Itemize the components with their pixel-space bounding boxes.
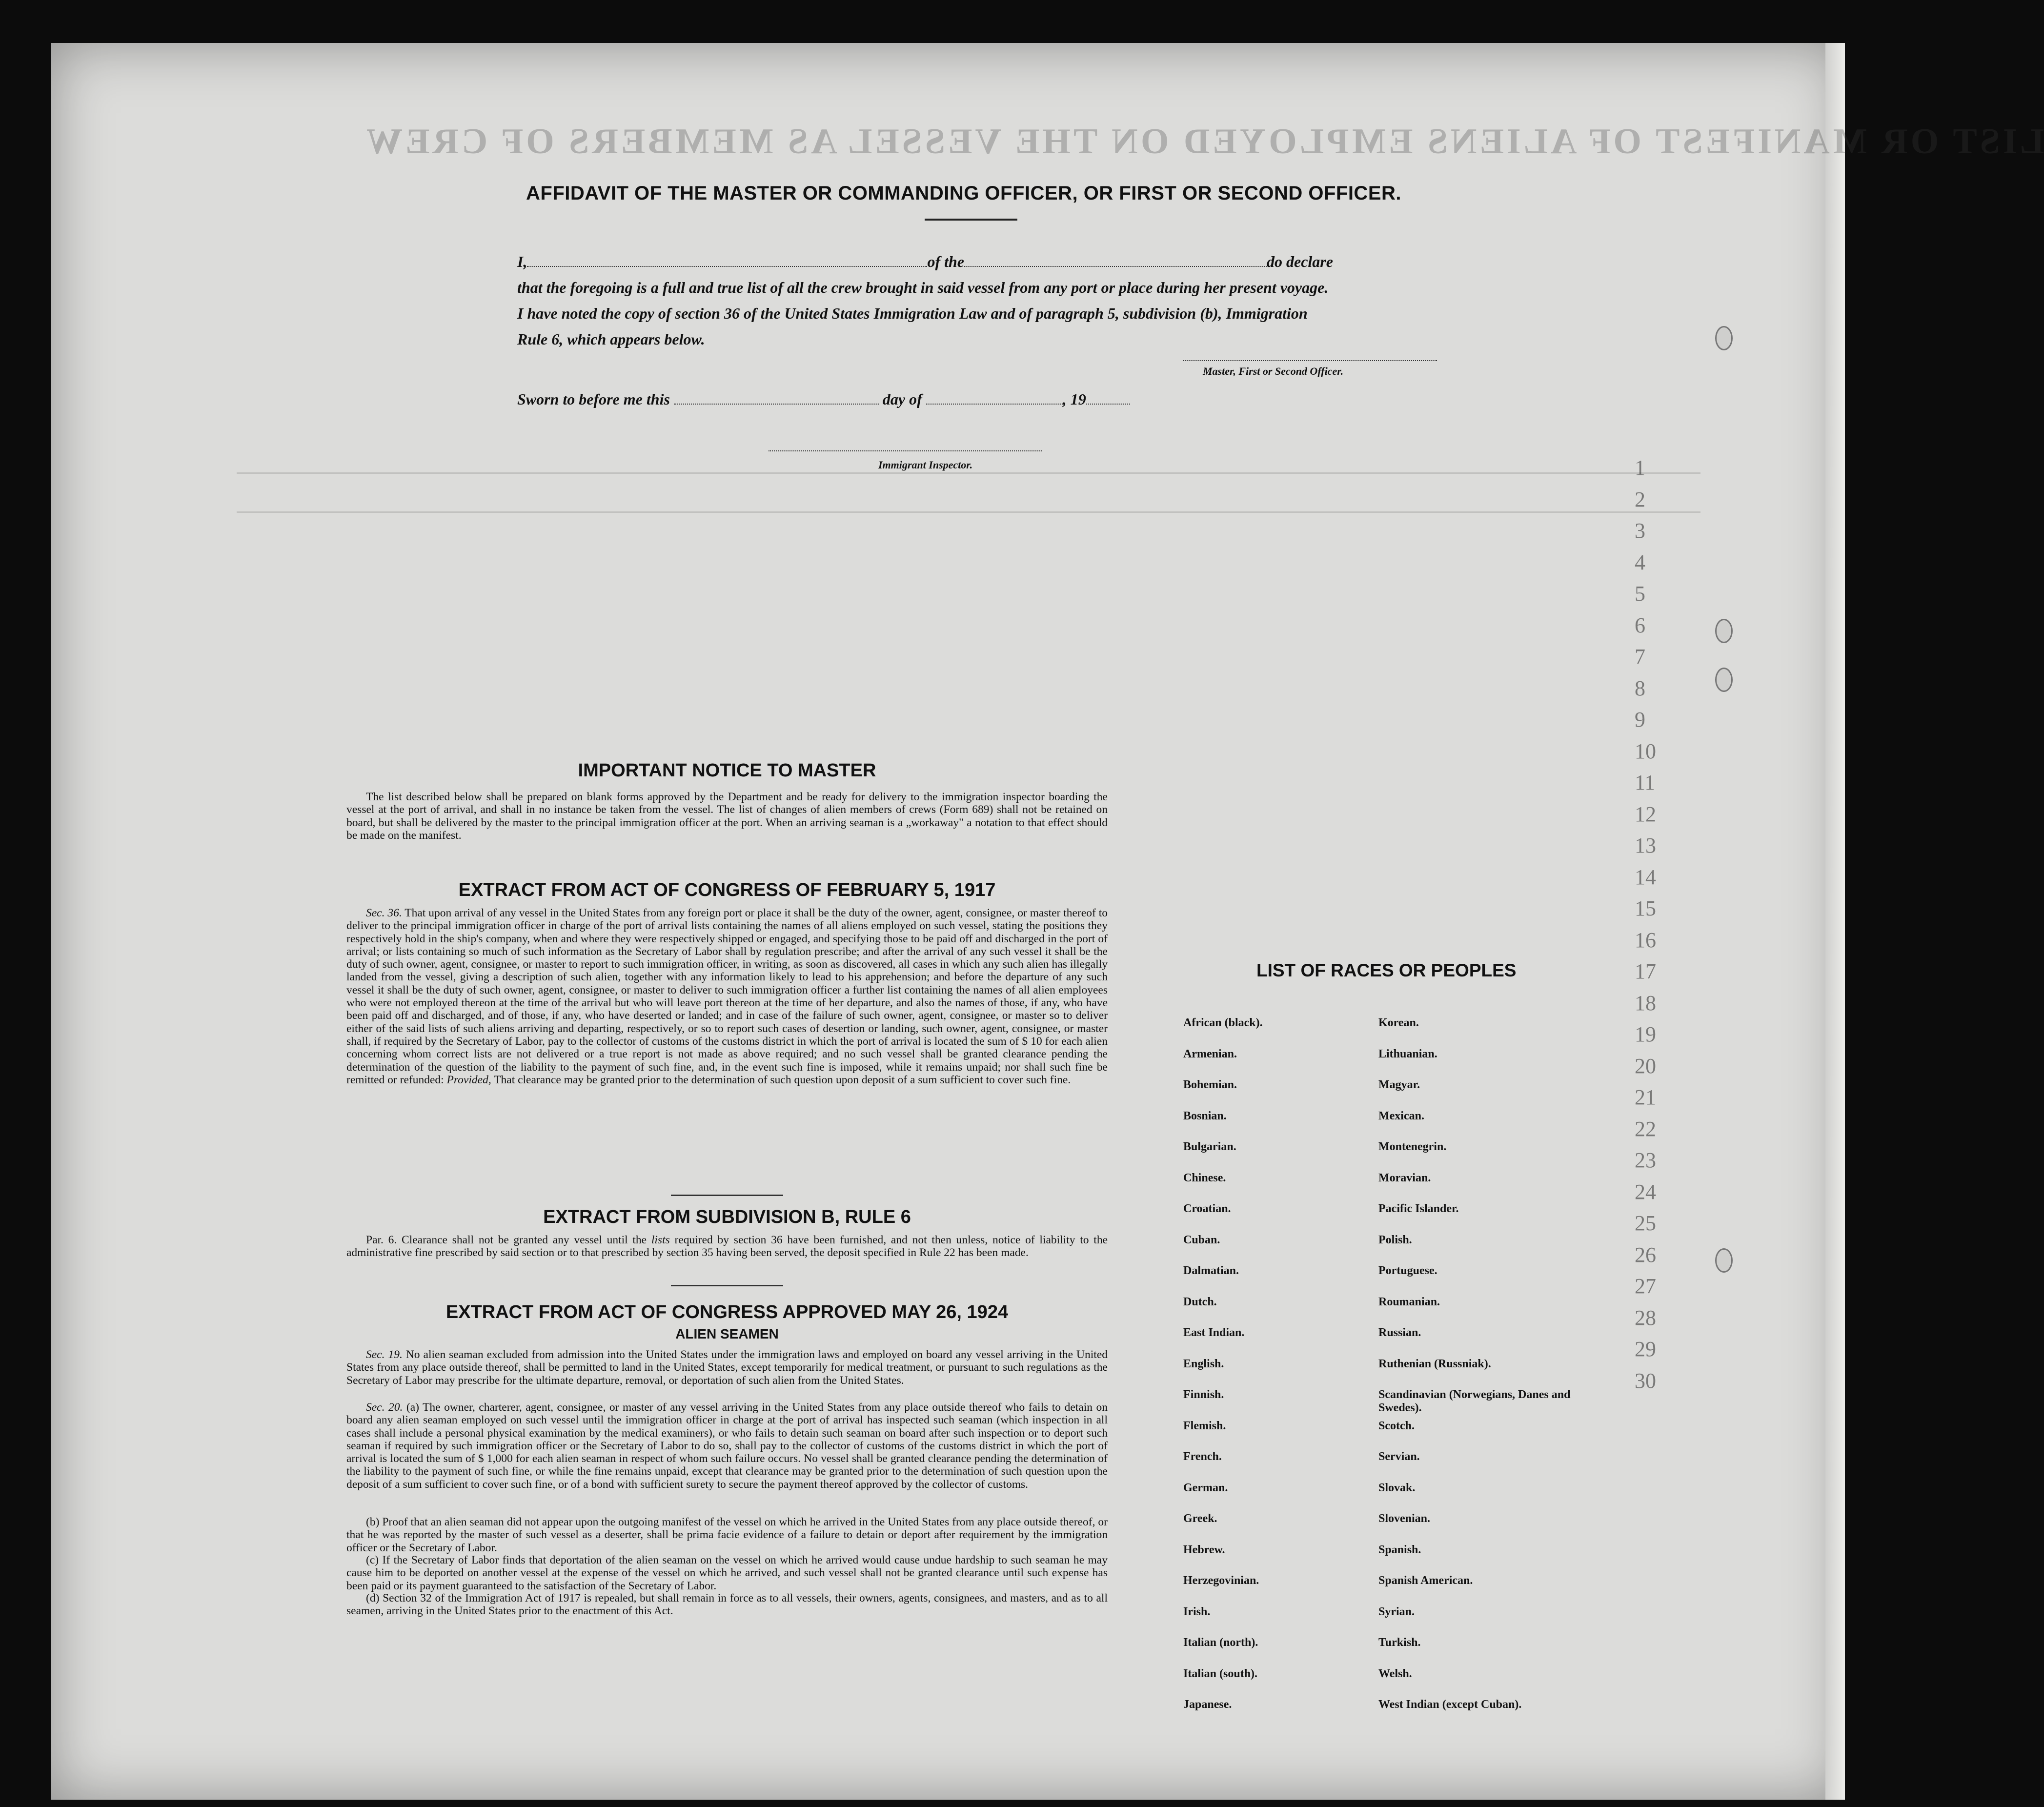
race-item: Chinese. — [1183, 1171, 1226, 1184]
race-item: Lithuanian. — [1378, 1047, 1437, 1060]
race-item: Bohemian. — [1183, 1078, 1237, 1091]
notice-text: The list described below shall be prepared on blank forms approved by the Department and be ready for delivery to the immigration inspector boarding the vessel at the port of arrival, and shall in no instance be taken from the vessel. The list of changes of alien members of crews (Form 689) shall not be retained on board, but shall be delivered by the master to the principal immigration officer at the port. When an arriving seaman is a „workaway" a notation to that effect should be made on the manifest. — [346, 791, 1108, 842]
race-item: Turkish. — [1378, 1636, 1421, 1649]
sec-20c-text: (c) If the Secretary of Labor finds that deportation of the alien seaman on the vessel on which he arrived would cause undue hardship to such seaman he may cause him to be deported on another vessel at the expense of the vessel on which he arrived, and such vessel shall not be granted clearance until such expense has been paid or its payment guaranteed to the satisfaction of the Secretary of Labor. — [346, 1554, 1108, 1592]
race-item: Dutch. — [1183, 1295, 1217, 1308]
line-number: 25 — [1635, 1211, 1656, 1235]
race-item: Dalmatian. — [1183, 1264, 1239, 1277]
line-number: 1 — [1635, 456, 1645, 480]
notice-title: IMPORTANT NOTICE TO MASTER — [578, 760, 876, 781]
race-item: Moravian. — [1378, 1171, 1431, 1184]
line-number: 21 — [1635, 1085, 1656, 1109]
race-item: Spanish American. — [1378, 1574, 1473, 1587]
extract-1924-title: EXTRACT FROM ACT OF CONGRESS APPROVED MAY 26, 1924 — [445, 1302, 1009, 1322]
extract-1917-title: EXTRACT FROM ACT OF CONGRESS OF FEBRUARY 5, 1917 — [458, 880, 996, 900]
line-number: 19 — [1635, 1022, 1656, 1046]
sec-19-text: Sec. 19. No alien seaman excluded from admission into the United States under the immigration laws and employed on board any vessel arriving in the United States from any place outside thereof, shall be permitted to land in the United States, except temporarily for medical treatment, or pursuant to such regulations as the Secretary of Labor may prescribe for the ultimate departure, removal, or deportation of such alien from the United States. — [346, 1348, 1108, 1387]
sec-20d-text: (d) Section 32 of the Immigration Act of 1917 is repealed, but shall remain in force as to all vessels, their owners, agents, consignees, and masters, and as to all seamen, arriving in the United States prior to the enactment of this Act. — [346, 1592, 1108, 1618]
name-blank[interactable] — [527, 266, 927, 267]
race-item: Bulgarian. — [1183, 1140, 1236, 1153]
line-number: 26 — [1635, 1242, 1656, 1267]
line-number: 15 — [1635, 896, 1656, 920]
race-item: Servian. — [1378, 1450, 1420, 1463]
alien-seamen-subtitle: ALIEN SEAMEN — [675, 1326, 779, 1341]
race-item: Irish. — [1183, 1605, 1211, 1618]
affidavit-line-1: I, of the do declare — [517, 253, 1333, 270]
race-item: Syrian. — [1378, 1605, 1415, 1618]
race-item: Japanese. — [1183, 1698, 1232, 1711]
race-item: Mexican. — [1378, 1109, 1424, 1122]
race-item: Ruthenian (Russniak). — [1378, 1357, 1491, 1370]
line-number: 13 — [1635, 833, 1656, 857]
section-rule — [671, 1195, 783, 1196]
line-number: 10 — [1635, 739, 1656, 763]
race-item: Magyar. — [1378, 1078, 1420, 1091]
line-number: 28 — [1635, 1305, 1656, 1330]
sec-20b-text: (b) Proof that an alien seaman did not appear upon the outgoing manifest of the vessel on which he arrived in the United States from any place outside thereof, or that he was reported by the master of such vessel as a deserter, shall be prima facie evidence of a failure to detain or deport after requirement by the immigration officer or the Secretary of Labor. — [346, 1516, 1108, 1554]
race-item: German. — [1183, 1481, 1228, 1494]
line-number: 9 — [1635, 708, 1645, 731]
line-number: 14 — [1635, 865, 1656, 889]
line-number: 18 — [1635, 991, 1656, 1015]
section-rule — [671, 1285, 783, 1286]
race-item: Spanish. — [1378, 1543, 1421, 1556]
race-item: Polish. — [1378, 1233, 1412, 1246]
line-number: 7 — [1635, 645, 1645, 669]
affidavit-title: AFFIDAVIT OF THE MASTER OR COMMANDING OFFICER, OR FIRST OR SECOND OFFICER. — [526, 183, 1401, 204]
line-number: 24 — [1635, 1179, 1656, 1204]
race-item: Welsh. — [1378, 1667, 1412, 1680]
punch-hole — [1715, 619, 1733, 643]
master-signature-line[interactable] — [1183, 360, 1437, 361]
sworn-day-blank[interactable] — [674, 404, 879, 405]
sec-20a-text: Sec. 20. (a) The owner, charterer, agent, consignee, or master of any vessel arriving in the United States from any place outside thereof who fails to detain on board any alien seaman employed on such vessel until the immigration officer in charge at the port of arrival has inspected such seaman (which inspection in all cases shall include a personal physical examination by the medical examiners), or who fails to detain such seaman on board after such inspection or to deport such seaman if required by such immigration officer or the Secretary of Labor to do so, shall pay to the collector of customs of the customs district in which the port of arrival is located the sum of $ 1,000 for each alien seaman in respect of whom such failure occurs. No vessel shall be granted clearance pending the determination of the liability to the payment of such fine, or while the fine remains unpaid, except that clearance may be granted prior to the determination of such question upon the deposit of a sum sufficient to cover such fine, or of a bond with sufficient surety to secure the payment thereof approved by the collector of customs. — [346, 1401, 1108, 1491]
race-item: Cuban. — [1183, 1233, 1220, 1246]
bleed-through-rule — [237, 472, 1700, 474]
race-item: Scandinavian (Norwegians, Danes and Swedes). — [1378, 1388, 1571, 1414]
line-number: 27 — [1635, 1274, 1656, 1298]
extract-rule6-title: EXTRACT FROM SUBDIVISION B, RULE 6 — [543, 1207, 911, 1227]
race-item: Pacific Islander. — [1378, 1202, 1459, 1215]
line-number: 30 — [1635, 1368, 1656, 1393]
affidavit-line-3: I have noted the copy of section 36 of the United States Immigration Law and of paragraph 5, subdivision (b), Immigration — [517, 305, 1308, 322]
race-item: Flemish. — [1183, 1419, 1226, 1432]
race-item: Bosnian. — [1183, 1109, 1227, 1122]
affidavit-line-2: that the foregoing is a full and true list of all the crew brought in said vessel from any port or place during her present voyage. — [517, 279, 1329, 296]
race-item: Russian. — [1378, 1326, 1421, 1339]
race-item: Greek. — [1183, 1512, 1217, 1525]
race-item: Montenegrin. — [1378, 1140, 1447, 1153]
race-item: French. — [1183, 1450, 1222, 1463]
race-item: Italian (north). — [1183, 1636, 1258, 1649]
line-number: 11 — [1635, 771, 1656, 794]
line-number: 22 — [1635, 1117, 1656, 1141]
line-number: 23 — [1635, 1148, 1656, 1172]
vessel-blank[interactable] — [964, 266, 1267, 267]
line-number: 29 — [1635, 1337, 1656, 1361]
race-item: Croatian. — [1183, 1202, 1231, 1215]
race-item: Slovenian. — [1378, 1512, 1431, 1525]
race-item: Portuguese. — [1378, 1264, 1437, 1277]
line-number: 2 — [1635, 487, 1645, 511]
sworn-month-blank[interactable] — [926, 404, 1063, 405]
affidavit-line-4: Rule 6, which appears below. — [517, 330, 705, 348]
extract-1917-text: Sec. 36. That upon arrival of any vessel in the United States from any foreign port or place it shall be the duty of the owner, agent, consignee, or master thereof to deliver to the principal immigration officer in charge of the port of arrival lists containing the names of all aliens employed on such vessel, stating the positions they respectively hold in the ship's company, when and where they were respectively shipped or engaged, and specifying those to be paid off and discharged in the port of arrival; or lists containing so much of such information as the Secretary of Labor shall by regulation prescribe; and after the arrival of any such vessel it shall be the duty of such owner, agent, consignee, or master to report to such immigration officer, in writing, as soon as discovered, all cases in which any such alien has illegally landed from the vessel, giving a description of such alien, together with any information likely to lead to his apprehension; and before the departure of any such vessel it shall be the duty of such owner, agent, consignee, or master to deliver to such immigration officer a further list containing the names of all alien employees who were not employed thereon at the time of the arrival but who will leave port thereon at the time of her departure, and also the names of those, if any, who have been paid off and discharged, and of those, if any, who have deserted or landed; and in case of the failure of such owner, agent, consignee, or master so to deliver either of the said lists of such aliens arriving and departing, respectively, or so to report such cases of desertion or landing, such owner, agent, consignee, or master shall, if required by the Secretary of Labor, pay to the collector of customs of the customs district in which the port of arrival is located the sum of $ 10 for each alien concerning whom correct lists are not delivered or a true report is not made as above required; and no such vessel shall be granted clearance pending the determination of the question of the liability to the payment of such fine, and, in the event such fine is imposed, while it remains unpaid; nor shall such fine be remitted or refunded: Provided, That clearance may be granted prior to the determination of such question upon deposit of a sum sufficient to cover such fine. — [346, 907, 1108, 1086]
master-signature-label: Master, First or Second Officer. — [1203, 365, 1344, 377]
line-number: 12 — [1635, 802, 1656, 826]
race-item: African (black). — [1183, 1016, 1263, 1029]
line-number: 20 — [1635, 1054, 1656, 1078]
line-number: 3 — [1635, 519, 1645, 543]
races-title: LIST OF RACES OR PEOPLES — [1256, 960, 1517, 980]
manifest-sheet — [51, 43, 2044, 1800]
punch-hole — [1715, 668, 1733, 692]
line-number: 17 — [1635, 959, 1656, 983]
race-item: Italian (south). — [1183, 1667, 1258, 1680]
line-number: 16 — [1635, 928, 1656, 952]
line-number: 5 — [1635, 582, 1645, 606]
line-number: 6 — [1635, 613, 1645, 637]
race-item: Armenian. — [1183, 1047, 1237, 1060]
race-item: Slovak. — [1378, 1481, 1416, 1494]
race-item: Korean. — [1378, 1016, 1419, 1029]
sworn-line: Sworn to before me this day of , 19 — [517, 390, 1130, 408]
punch-hole — [1715, 1248, 1733, 1273]
inspector-signature-line[interactable] — [769, 450, 1042, 451]
race-item: Roumanian. — [1378, 1295, 1440, 1308]
punch-hole — [1715, 326, 1733, 350]
bleed-through-title: LIST OR MANIFEST OF ALIENS EMPLOYED ON THE VESSEL AS MEMBERS OF CREW — [364, 122, 2044, 162]
line-number: 8 — [1635, 676, 1645, 700]
bleed-through-rule — [237, 511, 1700, 513]
race-item: English. — [1183, 1357, 1224, 1370]
inspector-signature-label: Immigrant Inspector. — [878, 459, 973, 471]
sworn-year-blank[interactable] — [1086, 404, 1130, 405]
title-rule — [925, 219, 1017, 221]
race-item: West Indian (except Cuban). — [1378, 1698, 1522, 1711]
race-item: Herzegovinian. — [1183, 1574, 1259, 1587]
race-item: East Indian. — [1183, 1326, 1245, 1339]
line-number: 4 — [1635, 550, 1645, 574]
extract-rule6-text: Par. 6. Clearance shall not be granted any vessel until the lists required by section 36 have been furnished, and not then unless, notice of liability to the administrative fine prescribed by said section or to that prescribed by section 35 having been served, the deposit specified in Rule 22 has been made. — [346, 1234, 1108, 1259]
sheet-edge — [1825, 43, 1845, 1800]
race-item: Hebrew. — [1183, 1543, 1225, 1556]
race-item: Finnish. — [1183, 1388, 1224, 1401]
race-item: Scotch. — [1378, 1419, 1415, 1432]
